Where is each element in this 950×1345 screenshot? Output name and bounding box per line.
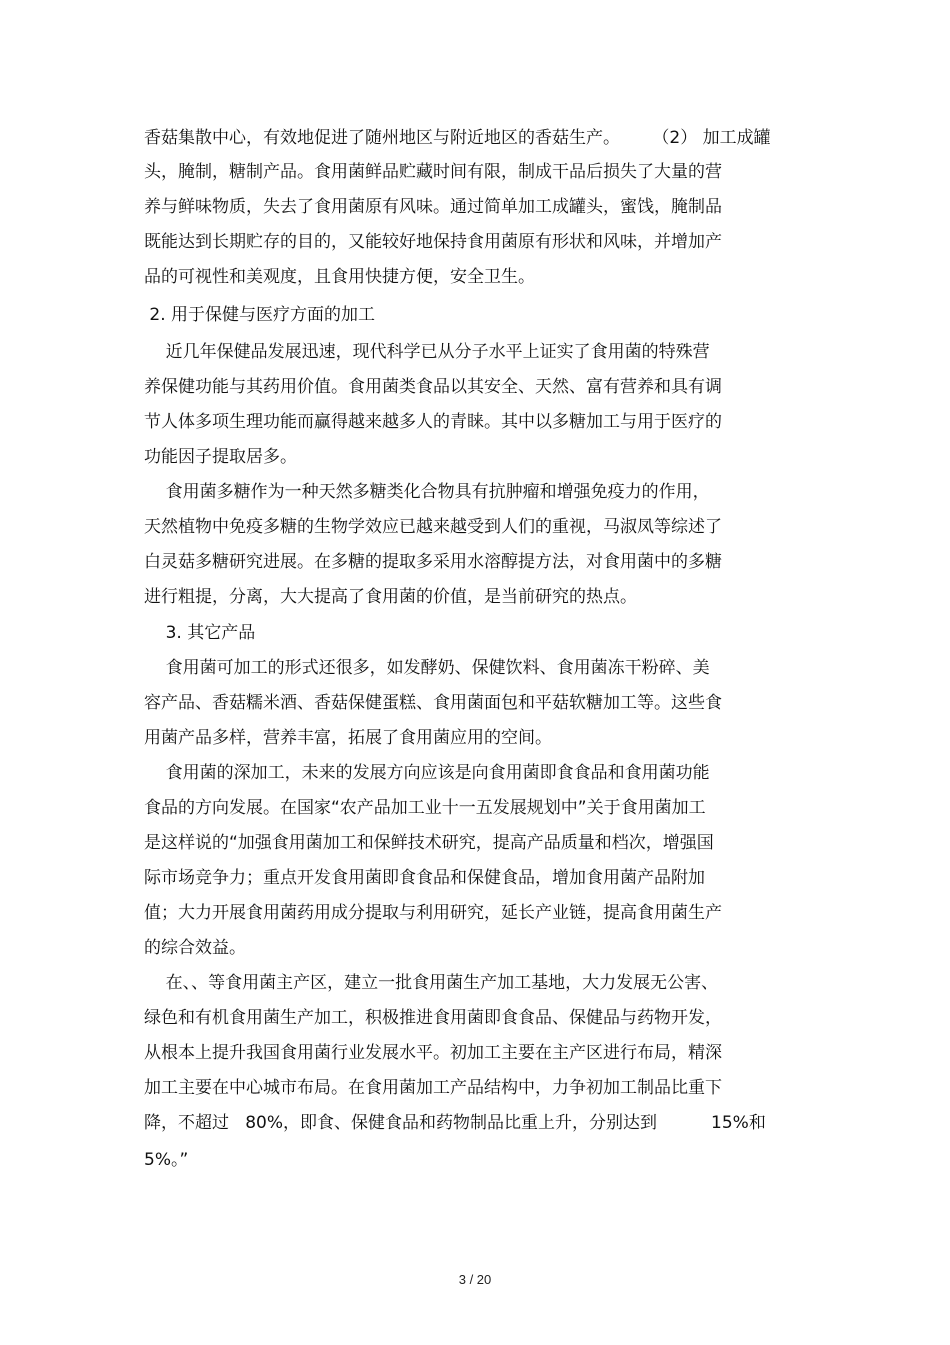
- text-line: 的综合效益。: [144, 938, 246, 958]
- page-number: 3 / 20: [458, 1272, 492, 1287]
- text-line: 食品的方向发展。在国家“农产品加工业十一五发展规划中”关于食用菌加工: [144, 798, 706, 818]
- text-line: 容产品、香菇糯米酒、香菇保健蛋糕、食用菌面包和平菇软糖加工等。这些食: [144, 693, 722, 713]
- text-line: 用菌产品多样，营养丰富，拓展了食用菌应用的空间。: [144, 728, 552, 748]
- text-line: 值；大力开展食用菌药用成分提取与利用研究，延长产业链，提高食用菌生产: [144, 903, 722, 923]
- text-line: 养与鲜味物质，失去了食用菌原有风味。通过简单加工成罐头，蜜饯，腌制品: [144, 197, 722, 217]
- text-line: 是这样说的“加强食用菌加工和保鲜技术研究，提高产品质量和档次，增强国: [144, 833, 714, 853]
- text-line: 绿色和有机食用菌生产加工，积极推进食用菌即食食品、保健品与药物开发，: [144, 1008, 722, 1028]
- text-line: 5%。”: [144, 1150, 189, 1170]
- text-line: 功能因子提取居多。: [144, 447, 297, 467]
- text-line: 在、、等食用菌主产区，建立一批食用菌生产加工基地，大力发展无公害、: [144, 973, 719, 993]
- text-line: 从根本上提升我国食用菌行业发展水平。初加工主要在主产区进行布局，精深: [144, 1043, 722, 1063]
- text-line: 头，腌制，糖制产品。食用菌鲜品贮藏时间有限，制成干品后损失了大量的营: [144, 162, 722, 182]
- text-line: 际市场竞争力；重点开发食用菌即食食品和保健食品，增加食用菌产品附加: [144, 868, 705, 888]
- text-line: 进行粗提，分离，大大提高了食用菌的价值，是当前研究的热点。: [144, 587, 637, 607]
- text-line: 食用菌的深加工，未来的发展方向应该是向食用菌即食食品和食用菌功能: [144, 763, 710, 783]
- text-line: 近几年保健品发展迅速，现代科学已从分子水平上证实了食用菌的特殊营: [144, 342, 710, 362]
- text-line: 天然植物中免疫多糖的生物学效应已越来越受到人们的重视，马淑凤等综述了: [144, 517, 722, 537]
- text-line: 白灵菇多糖研究进展。在多糖的提取多采用水溶醇提方法，对食用菌中的多糖: [144, 552, 722, 572]
- text-line: 养保健功能与其药用价值。食用菌类食品以其安全、天然、富有营养和具有调: [144, 377, 722, 397]
- text-line: 加工主要在中心城市布局。在食用菌加工产品结构中，力争初加工制品比重下: [144, 1078, 722, 1098]
- section-heading: 3. 其它产品: [144, 623, 256, 643]
- text-line: 节人体多项生理功能而赢得越来越多人的青睐。其中以多糖加工与用于医疗的: [144, 412, 722, 432]
- text-line: 品的可视性和美观度，且食用快捷方便，安全卫生。: [144, 267, 535, 287]
- text-line: 食用菌可加工的形式还很多，如发酵奶、保健饮料、食用菌冻干粉碎、美: [144, 658, 710, 678]
- text-line: 既能达到长期贮存的目的，又能较好地保持食用菌原有形状和风味，并增加产: [144, 232, 722, 252]
- text-line: 食用菌多糖作为一种天然多糖类化合物具有抗肿瘤和增强免疫力的作用，: [144, 482, 710, 502]
- text-line: 降，不超过 80%，即食、保健食品和药物制品比重上升，分别达到 15%和: [144, 1113, 766, 1133]
- text-line: 香菇集散中心，有效地促进了随州地区与附近地区的香菇生产。 （2） 加工成罐: [144, 128, 771, 148]
- section-heading: 2. 用于保健与医疗方面的加工: [144, 305, 376, 325]
